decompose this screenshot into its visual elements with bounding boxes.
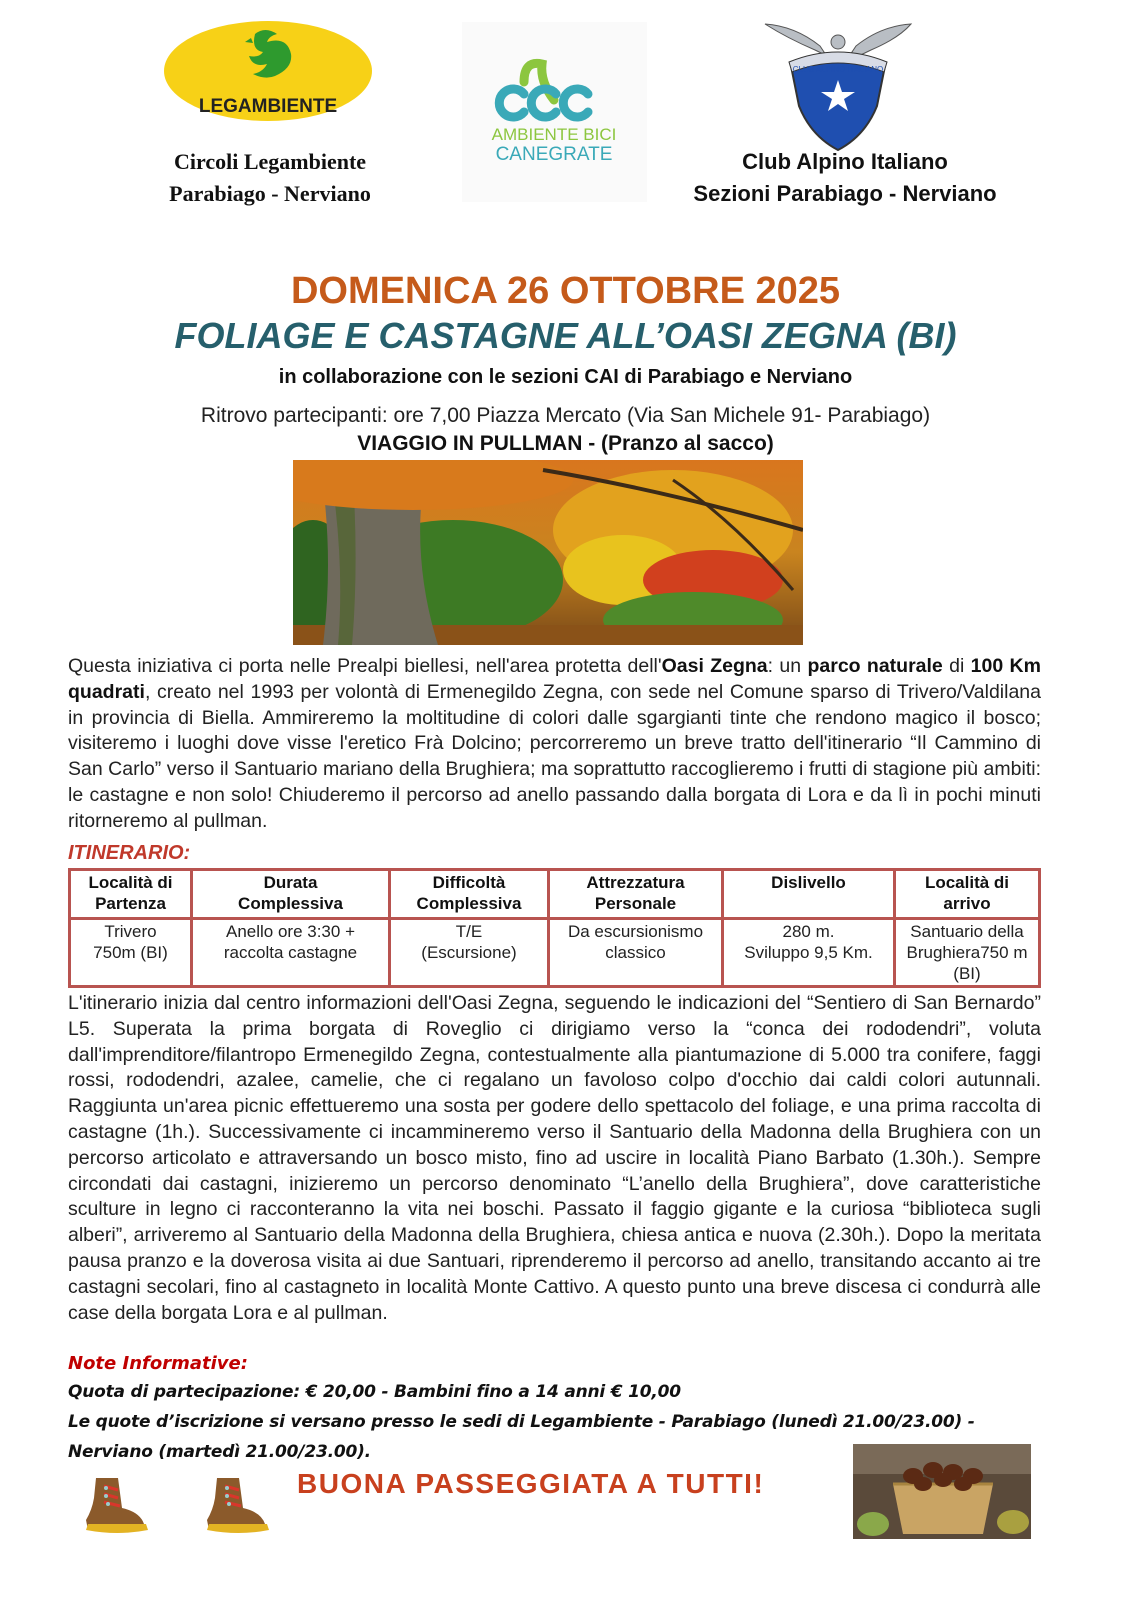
event-travel: VIAGGIO IN PULLMAN - (Pranzo al sacco) — [357, 432, 774, 455]
cai-logo — [763, 14, 913, 152]
event-meeting-point: Ritrovo partecipanti: ore 7,00 Piazza Mercato (Via San Michele 91- Parabiago) — [200, 404, 931, 427]
ambiente-bici-canegrate-logo — [462, 22, 647, 202]
event-date: DOMENICA 26 OTTOBRE 2025 — [290, 270, 841, 312]
cai-caption-line2: Sezioni Parabiago - Nerviano — [693, 181, 997, 206]
header-difficulty: Difficoltà Complessiva — [390, 870, 549, 919]
event-title: FOLIAGE E CASTAGNE ALL’OASI ZEGNA (BI) — [174, 315, 957, 356]
header-departure: Località di Partenza — [70, 870, 192, 919]
legambiente-logo — [163, 20, 373, 122]
hiking-boot-icon — [203, 1474, 273, 1536]
itinerary-table — [68, 868, 1041, 988]
header-duration: Durata Complessiva — [192, 870, 390, 919]
cell-departure: Trivero 750m (BI) — [70, 919, 192, 987]
cell-duration: Anello ore 3:30 + raccolta castagne — [192, 919, 390, 987]
legambiente-caption-line1: Circoli Legambiente — [173, 149, 367, 174]
header-elevation: Dislivello — [723, 870, 895, 919]
cell-equipment: Da escursionismo classico — [549, 919, 723, 987]
legambiente-logo-text: LEGAMBIENTE — [198, 96, 338, 117]
intro-text: , creato nel 1993 per volontà di Ermenegildo Zegna, con sede nel Comune sparso di Trivero/Valdilana in provincia di Biella. Ammireremo la moltitudine di colori dalle sgargianti tinte che rendono magico il bosco; visiteremo i luoghi dove visse l'eretico Frà Dolcino; percorreremo un breve tratto dell'itinerario “Il Cammino di San Carlo” verso il Santuario mariano della Brughiera; ma soprattutto raccoglieremo i frutti di stagione più ambiti: le castagne e non solo! Chiuderemo il percorso ad anello passando dalla borgata di Lora e da lì in pochi minuti ritorneremo al pullman. — [68, 680, 1041, 832]
table-row — [70, 919, 1040, 987]
farewell-message: BUONA PASSEGGIATA A TUTTI! — [297, 1468, 765, 1499]
cai-logo-text: CLUB ALPINO ITALIANO — [792, 65, 884, 74]
hiking-boot-icon — [82, 1474, 152, 1536]
chestnut-basket-photo — [853, 1444, 1031, 1539]
cell-difficulty: T/E (Escursione) — [390, 919, 549, 987]
intro-text: di — [942, 655, 971, 677]
notes-payment-line1: Le quote d’iscrizione si versano presso le sedi di Legambiente - Parabiago (lunedì 21.00/23.00) - — [68, 1412, 975, 1432]
intro-bold-area: 100 Km quadrati — [68, 655, 1041, 703]
cai-caption-line1: Club Alpino Italiano — [742, 149, 948, 174]
event-collaboration: in collaborazione con le sezioni CAI di Parabiago e Nerviano — [278, 366, 853, 388]
intro-bold-parco: parco naturale — [807, 655, 943, 677]
legambiente-caption-line2: Parabiago - Nerviano — [169, 181, 371, 206]
abc-logo-line2: CANEGRATE — [495, 144, 613, 165]
notes-label: Note Informative: — [68, 1353, 248, 1374]
table-header-row — [70, 870, 1040, 919]
intro-bold-oasi: Oasi Zegna — [661, 655, 768, 677]
itinerary-label: ITINERARIO: — [68, 842, 191, 864]
cell-elevation: 280 m. Sviluppo 9,5 Km. — [723, 919, 895, 987]
intro-paragraph — [68, 654, 1041, 835]
notes-payment-line2: Nerviano (martedì 21.00/23.00). — [68, 1442, 371, 1462]
notes-fee: Quota di partecipazione: € 20,00 - Bambini fino a 14 anni € 10,00 — [68, 1382, 681, 1402]
intro-text: Questa iniziativa ci porta nelle Prealpi biellesi, nell'area protetta dell' — [68, 655, 662, 677]
header-arrival: Località di arrivo — [895, 870, 1040, 919]
route-description: L'itinerario inizia dal centro informazioni dell'Oasi Zegna, seguendo le indicazioni del “Sentiero di San Bernardo” L5. Superata la prima borgata di Roveglio ci dirigiamo verso la “conca dei rododendri”, voluta dall'imprenditore/filantropo Ermenegildo Zegna, contestualmente alla piantumazione di 5.000 tra conifere, faggi rossi, rododendri, azalee, camelie, che ci regalano un favoloso colpo d'occhio dai caldi colori autunnali. Raggiunta un'area picnic effettueremo una sosta per godere dello spettacolo del foliage, e una prima raccolta di castagne (1h.). Successivamente ci incammineremo verso il Santuario della Madonna della Brughiera con un percorso articolato e attraversando un bosco misto, fino ad uscire in località Piano Barbato (1.30h.). Sempre circondati dai castagni, inizieremo un percorso denominato “L’anello della Brughiera”, dove caratteristiche sculture in legno ci racconteranno la vita nei boschi. Passato il faggio gigante e la curiosa “biblioteca sugli alberi”, arriveremo al Santuario della Madonna della Brughiera, chiesa antica e nuova (2.30h.). Dopo la meritata pausa pranzo e la doverosa visita ai due Santuari, riprenderemo il percorso ad anello, transitando accanto ai tre castagni secolari, fino al castagneto in località Monte Cattivo. A questo punto una breve discesa ci condurrà alle case della borgata Lora e al pullman. — [68, 992, 1041, 1324]
abc-logo-line1: AMBIENTE BICI — [491, 125, 617, 144]
header-equipment: Attrezzatura Personale — [549, 870, 723, 919]
cell-arrival: Santuario della Brughiera750 m (BI) — [895, 919, 1040, 987]
intro-text: : un — [767, 655, 808, 677]
autumn-forest-photo — [293, 460, 803, 645]
